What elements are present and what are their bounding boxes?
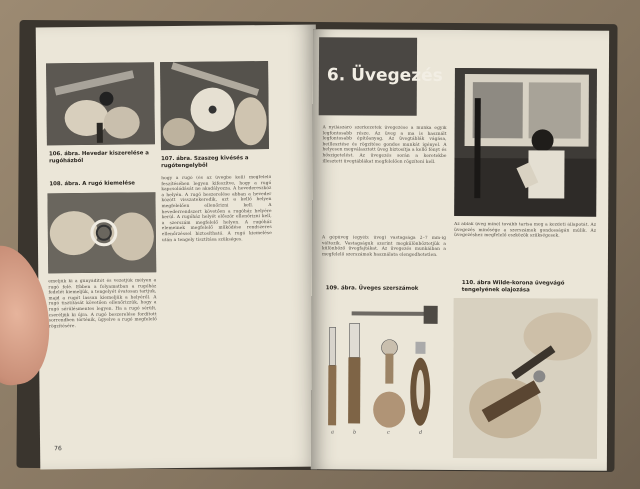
glazier-illustration (454, 68, 597, 217)
photo-fig107 (160, 61, 269, 150)
spring-removal-illustration (46, 62, 155, 145)
left-page (36, 25, 321, 470)
glazier-tools-svg (321, 301, 446, 442)
photo-fig106 (46, 62, 155, 145)
arbor-illustration (160, 61, 269, 150)
tool-label-c: c (387, 429, 390, 436)
right-page-text-right: Az ablak üveg minél tovább tartsa meg a kezdeti állapotát. Az üvegezés minősége a szerszámok gondosságán múlik. Az üvegezéshez megfelelő eszközök szükségesek. (454, 221, 597, 239)
chapter-title: 6. Üvegezés (326, 65, 443, 86)
spring-lift-illustration (47, 192, 156, 273)
right-page (311, 29, 609, 471)
caption-fig110: 110. ábra Wilde-korona üvegvágó tengelyének olajozása (461, 280, 565, 294)
page-number: 76 (54, 445, 62, 453)
tools-illustration (321, 301, 446, 442)
left-page-text-right: hogy a rugó (és az üvegbe kell) megfelelő feszítésében legyen kifeszítve, hogy a rugó kapcsolódását ne akadályozza. A hevedereszköz a helyén. A rugó beszerelése abban a heveder között visszatekeredik, azt a kellő helyen megfelelően ellenőrizni kell. A hevederrendszert követően a rugóház helyére kerül. A rugóház helyét először ellenőrizni kell, a szerszám megfelelő helyen. A rugóház elemeinek megfelelő működése rendszeres ellenőrzéssel biztosítható. A rugó kiemelése után a tengely tisztítása szükséges. (161, 175, 272, 243)
photo-fig110 (453, 298, 598, 459)
right-page-text-left: A nyílászáró szerkezetek üvegezése a munka egyik legfontosabb része. Az üveg a ma is használt legfontosabb építőanyag. Az üvegtáblák vágása, beillesztése és rögzítése gondos munkát igényel. A helyesen megválasztott üveg biztosítja a kellő fényt és hőszigetelést. Az üvegezés során a keretekbe illesztett üvegtáblákat megfelelően rögzíteni kell. (322, 125, 447, 165)
photo-fig108 (47, 192, 156, 273)
tool-label-b: b (353, 429, 357, 436)
tool-label-d: d (419, 429, 423, 436)
left-page-text-left: emeljük ki a gúnyádítót és vezetjük mélyen a rugó felé. Ebben a folyamatban a rugóház fedelét kiemeljük, a tengelyét óvatosan tartjuk, majd a rugót lassan kiemeljük a helyéről. A rugó tisztítását követően ellenőrizzük, hogy a rugó sérülésmentes legyen. Ha a rugó sérült, cseréljük ki újra. A rugó beszerelése fordított sorrendben történik, ügyelve a rugó megfelelő rögzítésére. (48, 278, 157, 330)
right-page-text-left-2: A gépüveg (egyéb: üveg) vastagsága 2–7 mm-ig változik. Vastagságuk szerint megkülönböztetjük a különböző üvegfajtákat. Az üvegezés munkáiban a megfelelő szerszámok használata elengedhetetlen. (321, 235, 447, 258)
caption-fig108: 108. ábra. A rugó kiemelése (49, 180, 135, 188)
tool-label-a: a (331, 429, 335, 436)
caption-fig106: 106. ábra. Hevedar kiszerelése a rugóházból (48, 150, 149, 165)
caption-fig109: 109. ábra. Üveges szerszámok (325, 285, 419, 292)
photo-window-worker (454, 68, 597, 217)
caption-fig107: 107. ábra. Szaszeg kivésés a rugótengelyből (161, 155, 249, 170)
oiling-cutter-illustration (453, 298, 598, 459)
